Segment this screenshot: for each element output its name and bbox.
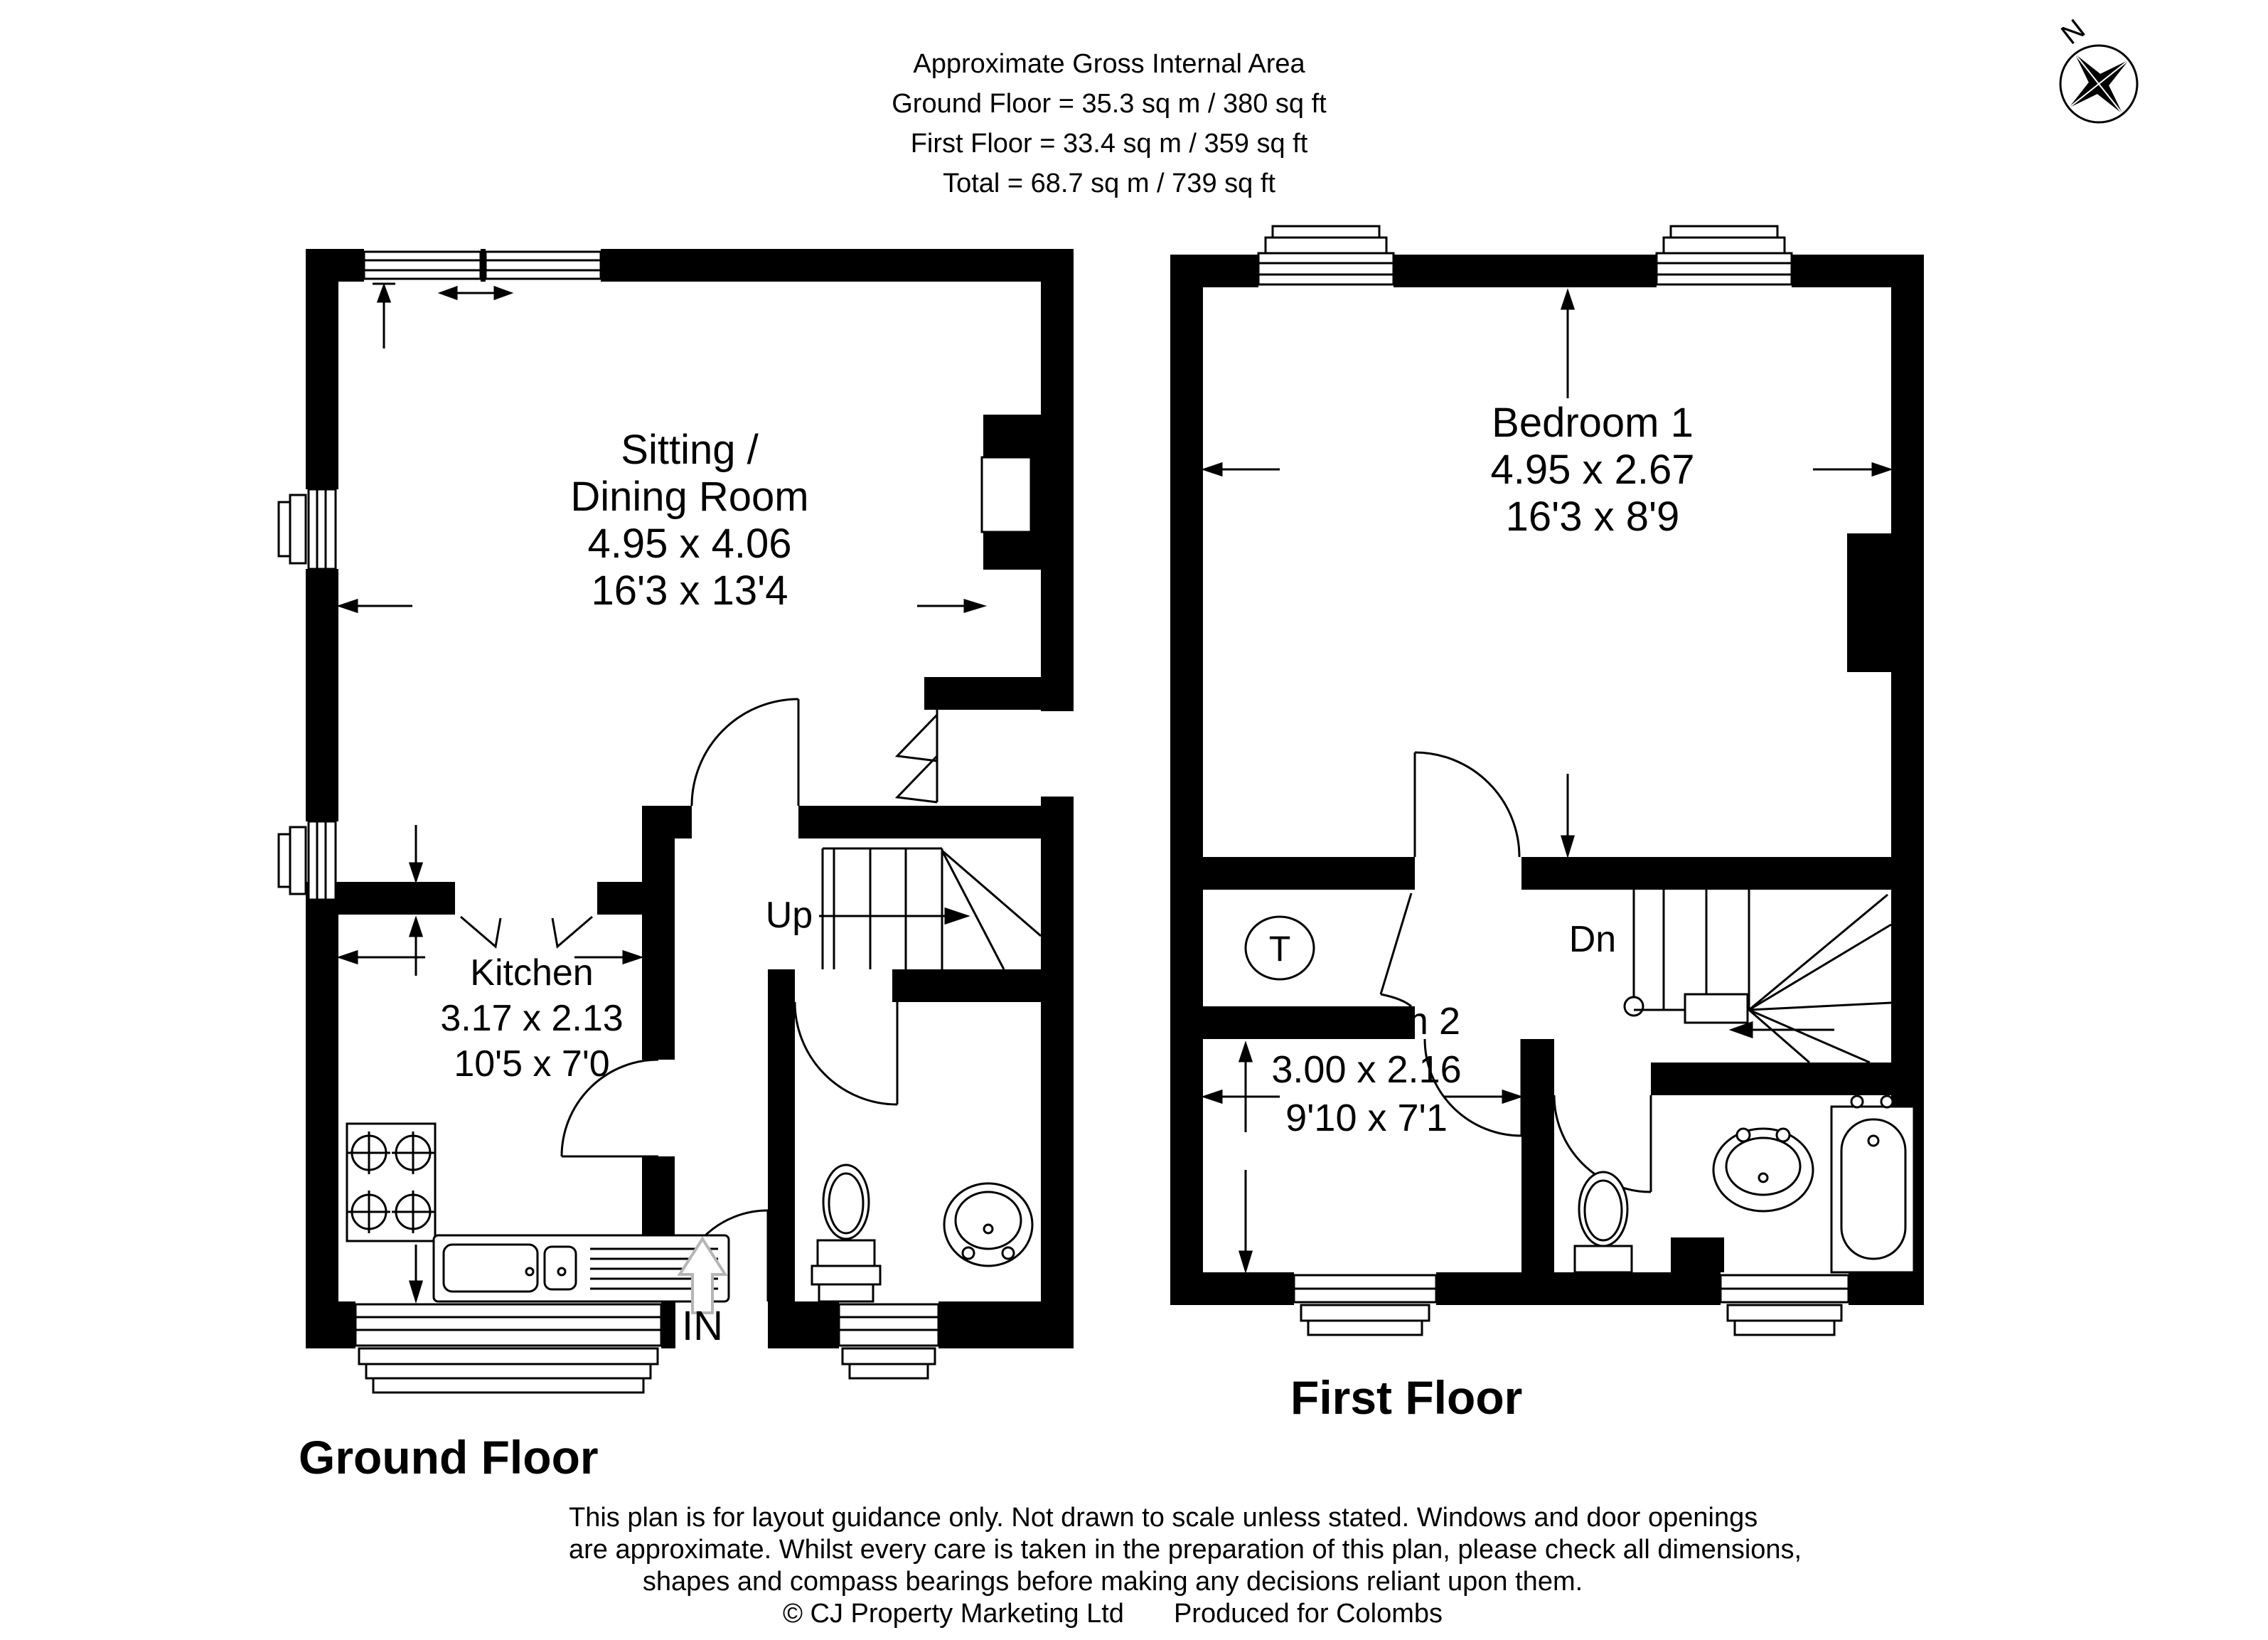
- disclaimer-line2: are approximate. Whilst every care is taken in the preparation of this plan, please check all dimensions,: [569, 1535, 1802, 1565]
- area-summary: [754, 44, 1465, 203]
- stairs-up-label: Up: [765, 895, 813, 936]
- disclaimer: [569, 1502, 1802, 1630]
- tank-label: T: [1268, 929, 1291, 969]
- first-floor-stairs: [1625, 890, 1891, 1063]
- bedroom1-name: Bedroom 1: [1492, 400, 1694, 446]
- bedroom2-label: [1153, 997, 1580, 1142]
- sitting-room-dim-metric: 4.95 x 4.06: [587, 521, 792, 567]
- bedroom2-dim-imperial: 9'10 x 7'1: [1285, 1097, 1448, 1139]
- bathroom-basin-icon: [1713, 1129, 1813, 1211]
- bedroom2-dim-metric: 3.00 x 2.16: [1271, 1048, 1462, 1091]
- bathroom-toilet-icon: [1575, 1172, 1632, 1272]
- first-floor-title: First Floor: [1290, 1371, 1523, 1424]
- copyright-text: © CJ Property Marketing Ltd: [782, 1599, 1124, 1629]
- bedroom1-label: [1379, 400, 1806, 541]
- disclaimer-line3: shapes and compass bearings before making any decisions reliant upon them.: [642, 1567, 1583, 1597]
- produced-for-text: Produced for Colombs: [1173, 1599, 1443, 1629]
- compass-north-label: N: [2055, 13, 2091, 51]
- sitting-dining-room-label: [476, 427, 903, 614]
- wc-toilet-icon: [812, 1165, 880, 1301]
- ground-floor-title: Ground Floor: [299, 1431, 599, 1484]
- entrance-in-label: IN: [682, 1303, 723, 1349]
- bedroom1-dim-imperial: 16'3 x 8'9: [1505, 494, 1680, 540]
- area-summary-first: First Floor = 33.4 sq m / 359 sq ft: [910, 129, 1308, 159]
- kitchen-label: [319, 950, 745, 1087]
- bedroom2-name: Bedroom 2: [1272, 1000, 1461, 1043]
- bath-icon: [1831, 1096, 1914, 1272]
- stairs-dn-label: Dn: [1568, 919, 1617, 960]
- kitchen-dim-imperial: 10'5 x 7'0: [454, 1043, 610, 1085]
- kitchen-name: Kitchen: [470, 952, 594, 994]
- wc-basin-icon: [944, 1183, 1032, 1266]
- compass-rose-icon: [2060, 46, 2137, 122]
- hob-icon: [347, 1124, 435, 1241]
- area-summary-ground: Ground Floor = 35.3 sq m / 380 sq ft: [892, 89, 1327, 119]
- area-summary-total: Total = 68.7 sq m / 739 sq ft: [943, 169, 1275, 198]
- sitting-room-name-line1: Sitting /: [621, 427, 759, 473]
- bedroom1-dim-metric: 4.95 x 2.67: [1490, 447, 1695, 493]
- sitting-room-dim-imperial: 16'3 x 13'4: [591, 568, 788, 614]
- disclaimer-line1: This plan is for layout guidance only. Not drawn to scale unless stated. Windows and door openings: [569, 1503, 1758, 1533]
- sitting-room-name-line2: Dining Room: [570, 474, 809, 520]
- kitchen-dim-metric: 3.17 x 2.13: [440, 998, 624, 1039]
- area-summary-title: Approximate Gross Internal Area: [913, 49, 1305, 79]
